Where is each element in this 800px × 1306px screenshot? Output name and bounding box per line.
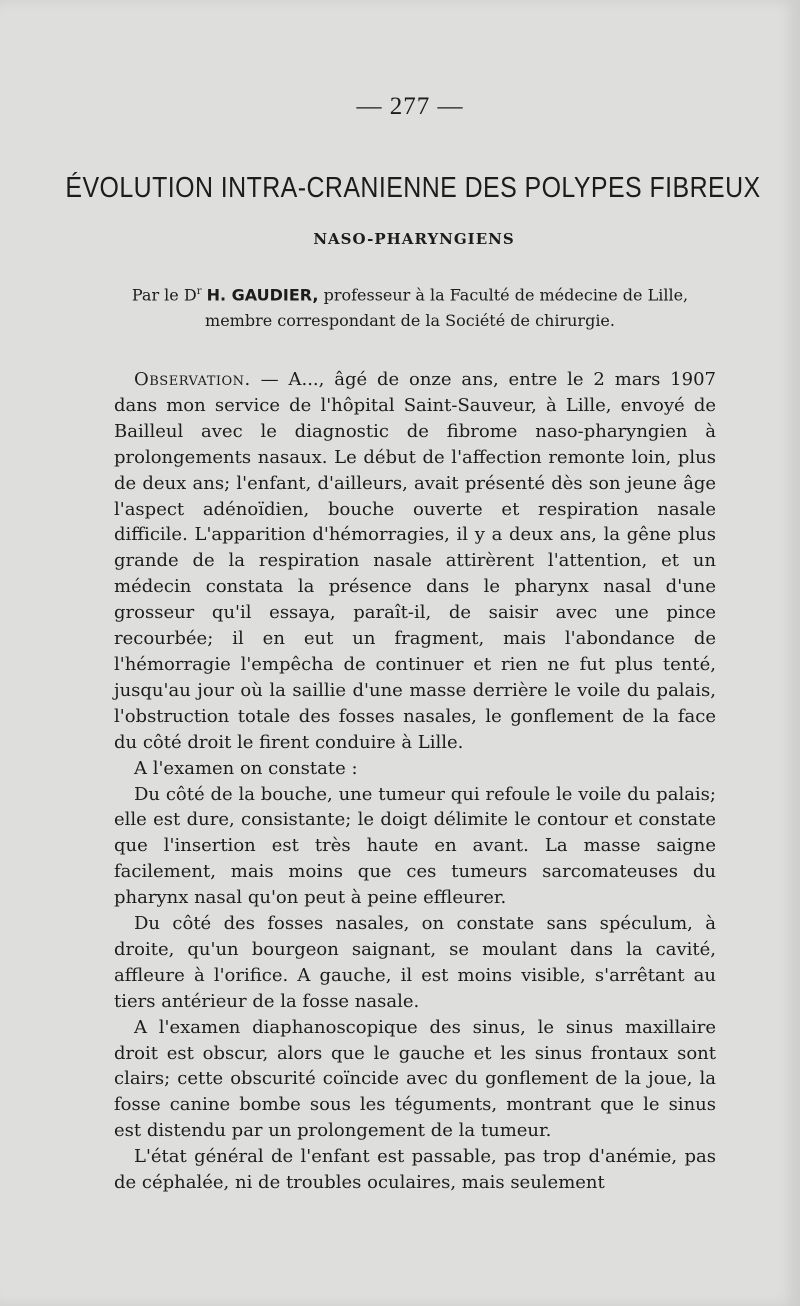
paragraph-text: — A..., âgé de onze ans, entre le 2 mars 1907 dans mon service de l'hôpital Saint-Sauveur, à Lille, envoyé de Bailleul avec le diagnostic de fibrome naso-pharyngien à prolongements nasaux. Le début de l'affection remonte loin, plus de deux ans; l'enfant, d'ailleurs, avait présenté dès son jeune âge l'aspect adénoïdien, bouche ouverte et respiration nasale difficile. L'apparition d'hémorragies, il y a deux ans, la gêne plus grande de la respiration nasale attirèrent l'attention, et un médecin constata la présence dans le pharynx nasal d'une grosseur qu'il essaya, paraît-il, de saisir avec une pince recourbée; il en eut un fragment, mais l'abondance de l'hémorragie l'empêcha de continuer et rien ne fut plus tenté, jusqu'au jour où la saillie d'une masse derrière le voile du palais, l'obstruction totale des fosses nasales, le gonflement de la face du côté droit le firent conduire à Lille. (114, 369, 716, 753)
byline (110, 279, 710, 334)
observation-label: Observation. (134, 369, 251, 390)
paragraph-examen: A l'examen on constate : (134, 757, 358, 779)
paragraph-etat-general: L'état général de l'enfant est passable, pas trop d'anémie, pas de céphalée, ni de troubles oculaires, mais seulement (114, 1146, 716, 1194)
author-name: H. GAUDIER, (206, 285, 319, 305)
page-number: — 277 — (356, 93, 464, 120)
paragraph-diaphanoscopie: A l'examen diaphanoscopique des sinus, le sinus maxillaire droit est obscur, alors que le gauche et les sinus frontaux sont clairs; cette obscurité coïncide avec du gonflement de la joue, la fosse canine bombe sous les téguments, montrant que le sinus est distendu par un prolongement de la tumeur. (114, 1016, 716, 1142)
paragraph-bouche: Du côté de la bouche, une tumeur qui refoule le voile du palais; elle est dure, consistante; le doigt délimite le contour et constate que l'insertion est très haute en avant. La masse saigne facilement, mais moins que ces tumeurs sarcomateuses du pharynx nasal qu'on peut à peine effleurer. (114, 783, 716, 909)
paragraph-fosses-nasales: Du côté des fosses nasales, on constate sans spéculum, à droite, qu'un bourgeon saignant, se moulant dans la cavité, affleure à l'orifice. A gauche, il est moins visible, s'arrêtant au tiers antérieur de la fosse nasale. (114, 913, 716, 1012)
article-title: ÉVOLUTION INTRA-CRANIENNE DES POLYPES FIBREUX (65, 172, 761, 204)
byline-prefix: Par le D (131, 285, 197, 305)
author-title: professeur à la Faculté de médecine de Lille, (318, 285, 689, 305)
byline-prefix-sup: r (196, 286, 202, 297)
byline-line-2: membre correspondant de la Société de chirurgie. (205, 311, 615, 331)
byline-line-1 (110, 279, 710, 308)
body-text (114, 367, 716, 1196)
article-subtitle: NASO-PHARYNGIENS (313, 230, 515, 248)
paragraph-observation (114, 367, 716, 756)
